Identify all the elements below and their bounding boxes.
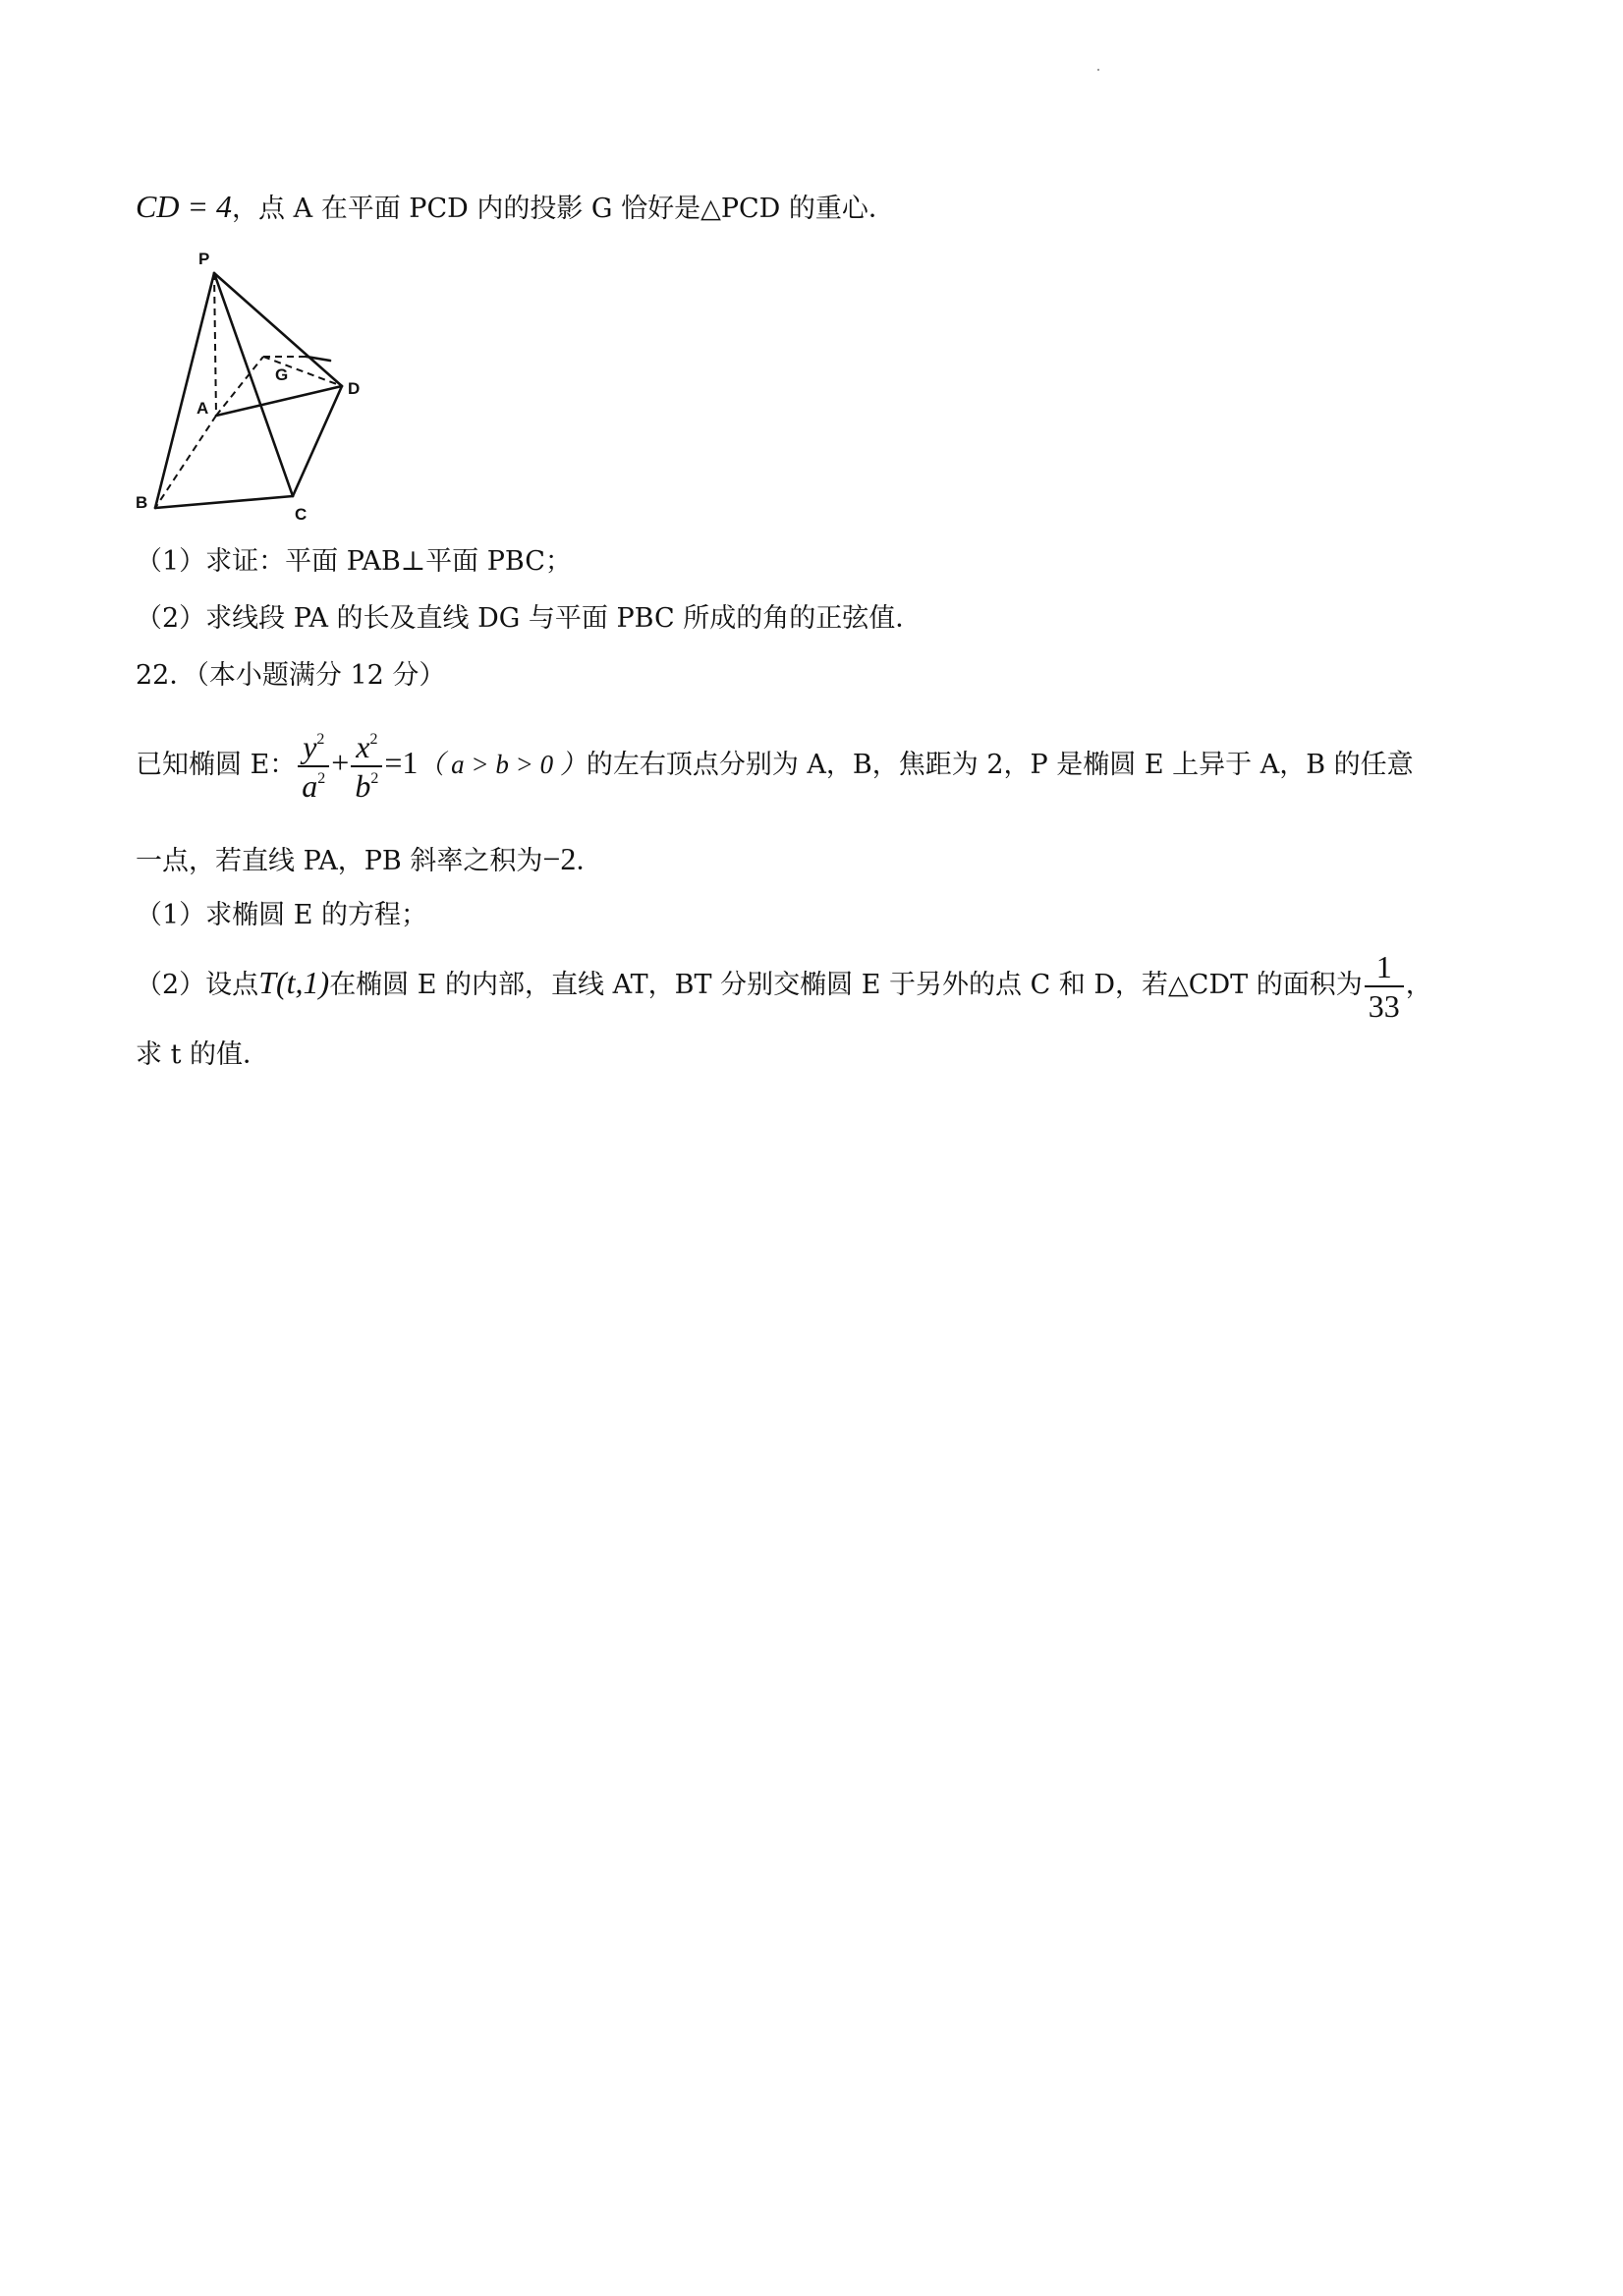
q22-part2-line2: 求 t 的值． (136, 1039, 270, 1070)
fraction-y2-over-a2 (298, 728, 329, 805)
label-P: P (198, 251, 210, 268)
frac1-den-exponent: 2 (317, 769, 326, 787)
frac2-den-exponent: 2 (370, 769, 379, 787)
label-A: A (196, 399, 209, 418)
q22-stem-prefix: 已知椭圆 E： (136, 750, 297, 780)
fraction-x2-over-b2 (351, 728, 382, 805)
q21-intro-line (136, 187, 1511, 229)
frac1-denominator: a (302, 767, 318, 804)
edge-PA (214, 273, 216, 416)
q21-part2: （2）求线段 PA 的长及直线 DG 与平面 PBC 所成的角的正弦值． (136, 603, 923, 634)
label-G: G (275, 365, 289, 384)
q22-part2-mid: 在椭圆 E 的内部，直线 AT，BT 分别交椭圆 E 于另外的点 C 和 D，若△CDT 的面积为 (329, 970, 1363, 1000)
label-B: B (136, 493, 148, 512)
slope-product-value: −2 (542, 841, 577, 876)
q21-part1: （1）求证：平面 PAB⊥平面 PBC； (136, 546, 572, 577)
edge-BC (155, 496, 293, 508)
frac2-denominator: b (355, 767, 371, 804)
frac2-numerator: x (356, 728, 370, 764)
frac1-numerator: y (303, 728, 317, 764)
point-T: T(t,1) (258, 965, 330, 1000)
label-D: D (348, 379, 361, 398)
pyramid-figure (128, 251, 383, 526)
q22-part2-comma: ， (1405, 970, 1432, 1000)
q22-part2-prefix: （2）设点 (136, 970, 259, 1000)
q22-stem-suffix: 的左右顶点分别为 A，B，焦距为 2，P 是椭圆 E 上异于 A，B 的任意 (586, 750, 1414, 780)
frac1-num-exponent: 2 (316, 730, 325, 748)
area-numerator: 1 (1365, 948, 1404, 987)
edge-PB (155, 273, 214, 508)
edge-AD (216, 386, 342, 416)
frac2-num-exponent: 2 (369, 730, 378, 748)
edge-AB (155, 416, 216, 508)
q22-part2-line1 (136, 943, 1511, 1025)
edge-CD (293, 386, 342, 496)
q21-intro-text: ，点 A 在平面 PCD 内的投影 G 恰好是△PCD 的重心． (232, 194, 895, 224)
plus-sign: + (331, 745, 350, 780)
q22-stem-line2-text: 一点，若直线 PA，PB 斜率之积为 (136, 846, 543, 876)
q22-condition: （ a > b > 0 ） (418, 750, 587, 779)
q22-stem-line2 (136, 839, 1511, 881)
q22-stem-line2-end: ． (576, 846, 603, 876)
area-denominator: 33 (1368, 987, 1400, 1024)
equals-one: =1 (384, 745, 419, 780)
q22-part1: （1）求椭圆 E 的方程； (136, 900, 428, 930)
scan-speck (1097, 69, 1099, 71)
q22-stem-line1 (136, 723, 1511, 805)
label-C: C (295, 505, 308, 524)
area-fraction (1365, 948, 1404, 1025)
q22-header: 22．（本小题满分 12 分） (136, 660, 446, 691)
q21-cd-equation: CD = 4 (136, 189, 233, 224)
